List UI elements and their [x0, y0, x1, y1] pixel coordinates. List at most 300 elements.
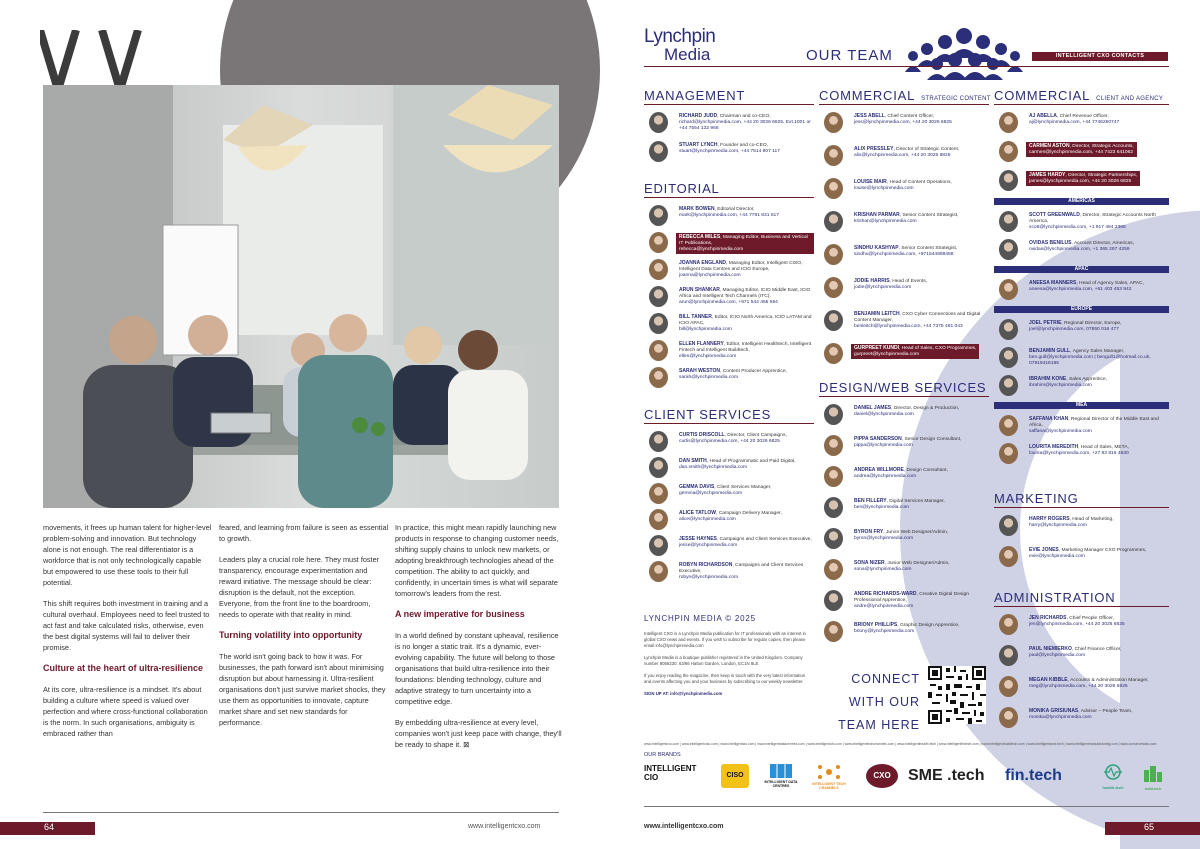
member-role: , Chief Finance Officer,	[1071, 647, 1122, 652]
copyright-text: Intelligent CXO is a Lynchpin Media publication for IT professionals with an interest in global CXO news and events. If you wish to subscribe for regular copies, then please email info@lynchpinmedia.com	[644, 631, 806, 648]
article-column-3	[395, 522, 565, 760]
member-name: ELLEN FLANNERY	[679, 341, 724, 347]
connect-line: WITH OUR	[848, 695, 920, 709]
avatar	[649, 367, 668, 388]
member-role: , Founder and co-CEO,	[717, 143, 768, 148]
brand-label: build.tech	[1144, 787, 1162, 791]
member-details	[854, 622, 960, 635]
member-role: , Head of Events,	[889, 279, 928, 284]
member-name: BEN FILLERY	[854, 498, 887, 504]
section-rule	[994, 507, 1169, 508]
team-member	[994, 644, 1169, 669]
subheading: A new imperative for business	[395, 609, 525, 619]
member-name: MEGAN KIBBLE	[1029, 677, 1068, 683]
footer-url[interactable]: www.intelligentcxo.com	[644, 823, 724, 830]
team-member	[994, 442, 1169, 467]
member-details	[854, 245, 957, 258]
member-contact[interactable]: benleitch@lynchpinmedia.com, +44 7375 491 043	[854, 324, 963, 329]
member-role: , Chief Content Officer,	[884, 114, 935, 119]
team-member	[994, 706, 1169, 731]
member-name: SAFFANA KHAN	[1029, 416, 1069, 422]
member-role: , Head of Content Operations,	[886, 180, 952, 185]
member-name: ANDREA WILLMORE	[854, 467, 904, 473]
copyright-block	[644, 614, 812, 703]
avatar	[649, 535, 668, 556]
member-name: SONA NIZER	[854, 560, 885, 566]
paragraph: This shift requires both investment in training and a cultural overhaul. Employees need to feel trusted to act fast and take calculated risks, otherwise, even the best digital systems will fail to deliver their promise.	[43, 599, 210, 652]
avatar	[824, 404, 843, 425]
avatar	[999, 707, 1018, 728]
team-member	[644, 456, 814, 481]
member-details	[679, 206, 779, 219]
member-name: JESSE HAYNES	[679, 536, 717, 542]
member-details	[1029, 348, 1169, 367]
member-contact[interactable]: alice@lynchpinmedia.com	[679, 517, 736, 522]
member-contact[interactable]: sindhu@lynchpinmedia.com, +971544988488	[854, 252, 954, 257]
member-role: , Chief People Officer,	[1066, 616, 1114, 621]
member-role: , Digital Services Manager,	[886, 499, 945, 504]
team-member	[819, 243, 989, 268]
team-member	[644, 111, 814, 136]
member-details	[1029, 677, 1149, 690]
marketing-section	[994, 491, 1169, 576]
member-role: , Director, Strategic Accounts North America,	[1029, 213, 1156, 224]
team-member	[644, 258, 814, 283]
member-contact[interactable]: mark@lynchpinmedia.com, +44 7791 831 617	[679, 213, 779, 218]
page-number: 65	[1144, 822, 1155, 832]
member-details	[1029, 615, 1125, 628]
brand-ciso-logo[interactable]	[721, 764, 749, 788]
member-name: DAN SMITH	[679, 458, 707, 464]
article-column-2	[219, 522, 389, 738]
member-details	[1029, 547, 1146, 560]
member-contact[interactable]: james@lynchpinmedia.com, +44 20 3026 6825	[1029, 179, 1132, 184]
member-role: , Agency Sales Manager,	[1070, 349, 1125, 354]
member-contact[interactable]: louise@lynchpinmedia.com	[854, 186, 914, 191]
team-member	[819, 177, 989, 202]
team-member	[644, 140, 814, 165]
signup-link[interactable]: SIGN UP AT: info@lynchpinmedia.com	[644, 691, 723, 696]
member-role: , Managing Editor, Business and Vertical IT Publications,	[679, 235, 808, 246]
team-member	[994, 140, 1169, 165]
member-name: CURTIS DRISCOLL	[679, 432, 725, 438]
logo-line2: Media	[664, 45, 711, 64]
member-contact[interactable]: dan.smith@lynchpinmedia.com	[679, 465, 748, 470]
member-name: JAMES HARDY	[1029, 172, 1066, 178]
team-member	[819, 309, 989, 334]
paragraph: movements, it frees up human talent for higher-level problem-solving and innovation. But technology alone is not enough. The real differentiator is a workforce that is not only technologically capable but empowered to use these tools to their full potential.	[43, 523, 212, 587]
member-role: , Content Producer Apprentice,	[720, 369, 787, 374]
team-member	[644, 285, 814, 310]
member-name: ARUN SHANKAR	[679, 287, 720, 293]
member-name: JEN RICHARDS	[1029, 615, 1067, 621]
brand-label: CXO	[873, 771, 891, 780]
member-contact[interactable]: curtis@lynchpinmedia.com, +44 20 3026 6825	[679, 439, 780, 444]
brand-fintech-logo[interactable]	[1005, 764, 1085, 788]
member-details	[1029, 516, 1114, 529]
member-contact[interactable]: briony@lynchpinmedia.com	[854, 629, 915, 634]
member-contact[interactable]: ibrahim@lynchpinmedia.com	[1029, 383, 1092, 388]
member-details	[679, 287, 814, 306]
section-title: ADMINISTRATION	[994, 590, 1116, 605]
member-role: , Campaigns and Client Services Executive,	[716, 537, 812, 542]
footer-rule	[43, 812, 559, 813]
member-name: AJ ABELLA	[1029, 113, 1057, 119]
paragraph: The world isn't going back to how it was. For businesses, the path forward isn't about minimising disruption but about harnessing it. Ultra-resilient organisations don't just survive market shocks, they use them as opportunities to innovate, capture market share and set new standards for performance.	[219, 652, 386, 727]
brand-data-centres-logo[interactable]	[762, 764, 800, 788]
member-contact[interactable]: gurpreet@lynchpinmedia.com	[854, 352, 920, 357]
avatar	[999, 676, 1018, 697]
section-rule	[819, 104, 989, 105]
member-contact[interactable]: ellen@lynchpinmedia.com	[679, 354, 737, 359]
member-role: , Head of Programmatic and Paid Digital,	[706, 459, 796, 464]
member-role: , Design Consultant,	[903, 468, 948, 473]
member-role: , Editorial Director,	[714, 207, 755, 212]
member-contact[interactable]: aneesa@lynchpinmedia.com, +61 403 453 942	[1029, 287, 1132, 292]
member-contact[interactable]: jodie@lynchpinmedia.com	[854, 285, 912, 290]
member-name: PIPPA SANDERSON	[854, 436, 902, 442]
logo-line1: Lynchpin	[644, 26, 716, 47]
member-contact[interactable]: rebecca@lynchpinmedia.com	[679, 247, 744, 252]
member-name: RICHARD JUDD	[679, 113, 718, 119]
team-people-icon	[905, 22, 1023, 80]
avatar	[999, 645, 1018, 666]
team-member	[644, 312, 814, 337]
member-contact[interactable]: daniel@lynchpinmedia.com	[854, 412, 914, 417]
member-role: , Junior Web Designer/Admin,	[884, 561, 950, 566]
section-title: DESIGN/WEB SERVICES	[819, 380, 987, 395]
avatar	[999, 279, 1018, 300]
member-details	[679, 113, 814, 132]
avatar	[824, 466, 843, 487]
brand-label: fin.tech	[1005, 767, 1062, 784]
member-contact[interactable]: lourita@lynchpinmedia.com, +27 83 816 4630	[1029, 451, 1129, 456]
member-role: , Managing Editor, ICIO Middle East, ICIO Africa and Intelligent Tech Channels (ITC),	[679, 288, 811, 299]
brand-intelligent-cio-logo[interactable]	[644, 764, 712, 782]
section-rule	[819, 396, 989, 397]
member-role: , Regional Director, Europe,	[1061, 321, 1122, 326]
team-member	[994, 545, 1169, 570]
member-role: , Director, Client Campaigns,	[724, 433, 787, 438]
paragraph: feared, and learning from failure is seen as essential to growth.	[219, 523, 389, 543]
avatar	[649, 232, 668, 253]
member-details	[1029, 212, 1169, 231]
subheading: Culture at the heart of ultra-resilience	[43, 663, 204, 673]
member-name: OVIDAS BENILUS	[1029, 240, 1072, 246]
member-contact[interactable]: bill@lynchpinmedia.com	[679, 327, 732, 332]
member-details	[1029, 113, 1119, 126]
avatar	[999, 443, 1018, 464]
member-contact[interactable]: saffana@lynchpinmedia.com	[1029, 429, 1092, 434]
member-contact[interactable]: joanna@lynchpinmedia.com	[679, 273, 741, 278]
member-role: , Advisor – People Team,	[1078, 709, 1133, 714]
member-name: ANEESA MANNERS	[1029, 280, 1077, 286]
avatar	[824, 621, 843, 642]
editorial-section	[644, 181, 814, 393]
brand-label: CISO	[726, 772, 744, 779]
member-contact[interactable]: sona@lynchpinmedia.com	[854, 567, 912, 572]
member-contact[interactable]: harry@lynchpinmedia.com	[1029, 523, 1087, 528]
qr-code-icon[interactable]	[928, 666, 986, 724]
section-rule	[644, 197, 814, 198]
member-details	[854, 113, 952, 126]
member-contact[interactable]: aj@lynchpinmedia.com, +44 7746250747	[1029, 120, 1120, 125]
member-details	[679, 484, 771, 497]
meeting-photo	[43, 85, 559, 508]
member-name: GURPREET KUNDI	[854, 345, 900, 351]
team-member	[994, 613, 1169, 638]
avatar	[824, 178, 843, 199]
member-role: , Editor, ICIO North America, ICIO LATAM and ICIO APAC,	[679, 315, 812, 326]
right-page	[600, 0, 1200, 849]
footer-url[interactable]: www.intelligentcxo.com	[468, 823, 541, 830]
brand-buildtech-logo[interactable]	[1138, 764, 1168, 791]
team-member	[994, 346, 1169, 371]
member-contact[interactable]: krishan@lynchpinmedia.com	[854, 219, 917, 224]
commercial-client-section	[994, 88, 1169, 470]
section-rule	[644, 423, 814, 424]
team-member	[994, 169, 1169, 194]
member-contact[interactable]: arun@lynchpinmedia.com, +971 544 455 594	[679, 300, 778, 305]
member-name: REBECCA MILES	[679, 234, 721, 240]
member-contact[interactable]: joel@lynchpinmedia.com, 07850 016 477	[1029, 327, 1119, 332]
member-contact[interactable]: richard@lynchpinmedia.com, +44 20 3026 6825, Ext.1001 or +44 7554 132 966	[679, 120, 811, 131]
member-details	[1029, 320, 1122, 333]
member-contact[interactable]: evie@lynchpinmedia.com	[1029, 554, 1085, 559]
member-details	[676, 233, 814, 254]
member-role: , Managing Editor, Intelligent CISO, Intelligent Data Centres and ICIO Europe,	[679, 261, 803, 272]
member-details	[1029, 240, 1134, 253]
team-member	[644, 204, 814, 229]
member-contact[interactable]: stuart@lynchpinmedia.com, +44 7514 807 117	[679, 149, 780, 154]
avatar	[824, 310, 843, 331]
region-label: MEA	[994, 402, 1169, 409]
team-member	[994, 514, 1169, 539]
tech-channels-icon	[817, 764, 841, 780]
member-name: BENJAMIN LEITCH	[854, 311, 900, 317]
avatar	[999, 239, 1018, 260]
avatar	[649, 286, 668, 307]
member-details	[854, 311, 989, 330]
avatar	[824, 244, 843, 265]
health-heartbeat-icon	[1101, 764, 1125, 780]
brand-healthtech-logo[interactable]	[1097, 764, 1129, 790]
brand-tech-channels-logo[interactable]	[804, 764, 854, 790]
member-contact[interactable]: monika@lynchpinmedia.com	[1029, 715, 1092, 720]
member-contact[interactable]: andrea@lynchpinmedia.com	[854, 474, 917, 479]
team-member	[994, 414, 1169, 439]
header-rule	[644, 66, 1169, 67]
member-contact[interactable]: sarah@lynchpinmedia.com	[679, 375, 739, 380]
avatar	[999, 515, 1018, 536]
member-name: KRISHAN PARMAR	[854, 212, 900, 218]
avatar	[824, 590, 843, 611]
member-role: , Head of Agency Sales, APAC,	[1076, 281, 1144, 286]
member-role: , Chairman and co-CEO,	[717, 114, 771, 119]
member-details	[679, 432, 787, 445]
team-member	[644, 482, 814, 507]
member-name: HARRY ROGERS	[1029, 516, 1070, 522]
brand-cxo-logo[interactable]	[866, 764, 898, 788]
member-name: ANDRE RICHARDS-WARD	[854, 591, 917, 597]
paragraph: In practice, this might mean rapidly launching new products in response to changing customer needs, shifting supply chains to unlock new markets, or adopting breakthrough technologies ahead of the competition. The ability to act quickly, and confidently, in uncertain times is what will separate tomorrow's leaders from the rest.	[395, 523, 559, 598]
member-name: BENJAMIN GULL	[1029, 348, 1071, 354]
team-member	[994, 318, 1169, 343]
member-role: , Campaign Delivery Manager,	[716, 511, 782, 516]
paragraph: In a world defined by constant upheaval, resilience is no longer a static trait. It's a dynamic, ever-evolving capability. The future will belong to those organisations that build ultra-resilience into their foundations: blending technology, culture and adaptive strategy to turn uncertainty into a competitive edge.	[395, 631, 559, 706]
member-details	[854, 436, 961, 449]
team-member	[819, 210, 989, 235]
member-name: IBRAHIM KONE	[1029, 376, 1067, 382]
page-title: OUR TEAM	[806, 47, 893, 64]
member-role: , Accounts & Administration Manager,	[1067, 678, 1149, 683]
page-number: 64	[44, 822, 55, 832]
member-contact[interactable]: ovidas@lynchpinmedia.com, +1 365 297 4259	[1029, 247, 1130, 252]
member-contact[interactable]: carmen@lynchpinmedia.com, +44 7423 641062	[1029, 150, 1134, 155]
member-contact[interactable]: ben@lynchpinmedia.com	[854, 505, 909, 510]
paragraph: By embedding ultra-resilience at every level, companies won't just keep pace with change, they'll be ready to shape it. ⊠	[395, 718, 562, 749]
section-rule	[644, 104, 814, 105]
avatar	[649, 259, 668, 280]
paragraph: Leaders play a crucial role here. They must foster transparency, encourage experimentation and reward initiative. The message should be clear: disruption is the default, not the exception. Everyone, from the front line to the boardroom, needs to operate with that reality in mind.	[219, 555, 380, 619]
avatar	[824, 559, 843, 580]
avatar	[999, 375, 1018, 396]
avatar	[649, 112, 668, 133]
connect-team-text	[832, 668, 920, 737]
member-role: , Head of Sales, META,	[1078, 445, 1129, 450]
member-name: SINDHU KASHYAP	[854, 245, 899, 251]
company-info: Lynchpin Media is a boutique publisher registered in the United Kingdom. Company number 8056230. 63/66 Hatton Garden, London, EC1N 8LE	[644, 655, 803, 666]
member-name: LOURITA MEREDITH	[1029, 444, 1079, 450]
section-title: MARKETING	[994, 491, 1079, 506]
member-contact[interactable]: ben.gull@lynchpinmedia.com | bengull1@hotmail.co.uk, 07919418185	[1029, 355, 1151, 366]
team-member	[819, 589, 989, 614]
member-name: EVIE JONES	[1029, 547, 1059, 553]
section-rule	[994, 606, 1169, 607]
member-contact[interactable]: meg@lynchpinmedia.com, +44 20 3026 6825	[1029, 684, 1128, 689]
member-details	[854, 179, 952, 192]
section-subtitle: STRATEGIC CONTENT	[921, 96, 991, 102]
member-name: STUART LYNCH	[679, 142, 718, 148]
team-member	[819, 276, 989, 301]
member-name: JOEL PETRIE	[1029, 320, 1062, 326]
member-name: PAUL NIEMIERKO	[1029, 646, 1072, 652]
section-title: EDITORIAL	[644, 181, 720, 196]
member-contact[interactable]: jess@lynchpinmedia.com, +44 20 3026 6825	[854, 120, 952, 125]
avatar	[824, 211, 843, 232]
member-name: ROBYN RICHARDSON	[679, 562, 733, 568]
management-section	[644, 88, 814, 169]
avatar	[824, 497, 843, 518]
avatar	[999, 546, 1018, 567]
member-role: , Client Services Manager,	[714, 485, 772, 490]
avatar	[649, 457, 668, 478]
member-details	[854, 560, 950, 573]
team-member	[644, 339, 814, 364]
member-contact[interactable]: paul@lynchpinmedia.com	[1029, 653, 1086, 658]
member-details	[679, 458, 795, 471]
member-details	[854, 146, 959, 159]
cxo-contacts-tag: INTELLIGENT CXO CONTACTS	[1032, 52, 1168, 61]
section-subtitle: CLIENT AND AGENCY	[1096, 96, 1164, 102]
member-name: DANIEL JAMES	[854, 405, 892, 411]
avatar	[649, 340, 668, 361]
member-contact[interactable]: gemma@lynchpinmedia.com	[679, 491, 743, 496]
team-member	[644, 366, 814, 391]
team-member	[644, 231, 814, 256]
section-rule	[994, 104, 1169, 105]
member-role: , Chief Revenue Officer,	[1056, 114, 1109, 119]
client-services-section	[644, 407, 814, 586]
team-member	[994, 111, 1169, 136]
avatar	[999, 112, 1018, 133]
member-details	[854, 212, 958, 225]
member-contact[interactable]: robyn@lynchpinmedia.com	[679, 575, 739, 580]
avatar	[999, 415, 1018, 436]
section-title	[819, 88, 989, 103]
brand-label: health.tech	[1102, 785, 1124, 790]
member-role: , Graphic Design Apprentice,	[897, 623, 960, 628]
commercial-strategic-section	[819, 88, 989, 375]
member-contact[interactable]: scott@lynchpinmedia.com, +1 917 494 2385	[1029, 225, 1126, 230]
member-name: ALIX PRESSLEY	[854, 146, 894, 152]
member-name: JESS ABELL	[854, 113, 885, 119]
member-details	[679, 142, 780, 155]
avatar	[824, 343, 843, 364]
member-name: LOUISE MAIR	[854, 179, 887, 185]
member-name: JODIE HARRIS	[854, 278, 890, 284]
member-contact[interactable]: jen@lynchpinmedia.com, +44 20 3026 6825	[1029, 622, 1125, 627]
member-contact[interactable]: jesse@lynchpinmedia.com	[679, 543, 738, 548]
member-details	[1026, 171, 1140, 186]
member-role: , Director, Strategic Partnerships,	[1065, 173, 1138, 178]
member-role: , Senior Content Strategist,	[898, 246, 958, 251]
avatar	[649, 431, 668, 452]
brand-label: INTELLIGENT TECH CHANNELS	[812, 782, 846, 790]
avatar	[999, 211, 1018, 232]
member-role: , Sales Apprentice,	[1066, 377, 1108, 382]
connect-line: TEAM HERE	[838, 718, 920, 732]
lynchpin-logo	[644, 26, 715, 62]
avatar	[824, 112, 843, 133]
member-contact[interactable]: pippa@lynchpinmedia.com	[854, 443, 913, 448]
brand-label: SME .tech	[908, 767, 985, 784]
member-name: CARMEN ASTON	[1029, 143, 1070, 149]
member-details	[679, 536, 812, 549]
connect-line: CONNECT	[851, 672, 920, 686]
member-details	[679, 510, 782, 523]
member-details	[679, 314, 814, 333]
member-contact[interactable]: byron@lynchpinmedia.com	[854, 536, 914, 541]
member-name: SCOTT GREENWALD	[1029, 212, 1080, 218]
member-name: MARK BOWEN	[679, 206, 715, 212]
team-member	[819, 496, 989, 521]
member-role: , CXO Cyber Connections and Digital Content Manager,	[854, 312, 981, 323]
member-role: , Junior Web Designer/Admin,	[883, 530, 949, 535]
member-contact[interactable]: alix@lynchpinmedia.com, +44 20 3026 6825	[854, 153, 951, 158]
team-member	[994, 278, 1169, 303]
member-name: ALICE TATLOW	[679, 510, 717, 516]
member-details	[854, 591, 989, 610]
team-member	[819, 434, 989, 459]
paragraph: At its core, ultra-resilience is a mindset. It's about building a culture where speed is valued over perfection and where cross-functional collaboration is the norm. In such organisations, ambiguity is embraced rather than	[43, 685, 208, 738]
member-contact[interactable]: andre@lynchpinmedia.com	[854, 604, 914, 609]
member-details	[679, 260, 814, 279]
brand-sme-tech-logo[interactable]	[908, 764, 988, 788]
member-name: GEMMA DAVIS	[679, 484, 715, 490]
member-details	[854, 498, 945, 511]
brand-url-strip[interactable]: www.intelligentcxo.com | www.intelligentciso.com | www.intelligentcio.com | www.intelligentdatacentres.com | www.intelligentcfo.com | www.intelligenttechchannels.com | www.intelligenthealth.tech | www.intelligentfintech.com | www.intelligentbuildtech.com | www.intelligentsme.tech | www.intelligentmanufacturing.com | www.conservedata.com	[644, 742, 1157, 746]
